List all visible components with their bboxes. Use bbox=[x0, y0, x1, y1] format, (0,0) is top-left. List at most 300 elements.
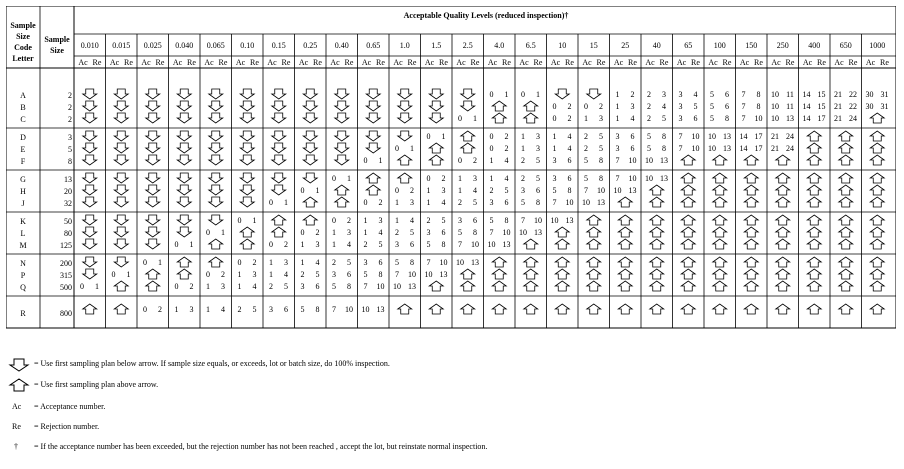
up-arrow-icon bbox=[555, 239, 569, 249]
up-arrow-icon bbox=[618, 215, 632, 225]
ac-label: Ac bbox=[739, 58, 750, 67]
re-number: 3 bbox=[662, 90, 666, 99]
ac-number: 3 bbox=[615, 132, 620, 141]
ac-number: 1 bbox=[584, 114, 588, 123]
down-arrow-icon bbox=[177, 155, 191, 165]
re-number: 31 bbox=[880, 102, 889, 111]
re-number: 5 bbox=[315, 270, 320, 279]
ac-label: Ac bbox=[424, 58, 435, 67]
up-arrow-icon bbox=[870, 185, 884, 195]
code-letter: R bbox=[20, 309, 26, 318]
aql-value: 2.5 bbox=[462, 41, 473, 50]
up-arrow-icon bbox=[681, 227, 695, 237]
down-arrow-icon bbox=[177, 197, 191, 207]
ac-number: 10 bbox=[645, 174, 653, 183]
ac-number: 3 bbox=[678, 114, 683, 123]
ac-number: 7 bbox=[489, 228, 494, 237]
ac-number: 5 bbox=[710, 114, 714, 123]
up-arrow-icon bbox=[776, 215, 790, 225]
ac-number: 0 bbox=[584, 102, 588, 111]
re-number: 5 bbox=[347, 258, 351, 267]
re-number: 3 bbox=[315, 240, 320, 249]
up-arrow-icon bbox=[524, 304, 538, 314]
down-arrow-icon bbox=[83, 215, 97, 225]
up-arrow-icon bbox=[524, 239, 538, 249]
re-label: Re bbox=[502, 58, 511, 67]
down-arrow-icon bbox=[398, 113, 412, 123]
ac-number: 0 bbox=[332, 174, 336, 183]
sample-size: 50 bbox=[64, 217, 72, 226]
re-number: 10 bbox=[471, 240, 479, 249]
down-arrow-icon bbox=[146, 215, 160, 225]
up-arrow-icon bbox=[524, 257, 538, 267]
ac-number: 2 bbox=[584, 144, 588, 153]
up-arrow-icon bbox=[650, 281, 664, 291]
up-arrow-icon bbox=[839, 155, 853, 165]
re-label: Re bbox=[439, 58, 448, 67]
re-number: 8 bbox=[315, 305, 320, 314]
aql-value: 1.0 bbox=[399, 41, 410, 50]
ac-number: 0 bbox=[174, 282, 179, 291]
re-number: 2 bbox=[441, 174, 446, 183]
up-arrow-icon bbox=[870, 155, 884, 165]
ac-label: Ac bbox=[456, 58, 466, 67]
code-letter: B bbox=[20, 103, 26, 112]
ac-number: 5 bbox=[584, 156, 588, 165]
ac-number: 3 bbox=[300, 282, 305, 291]
ac-number: 5 bbox=[426, 240, 431, 249]
ac-number: 7 bbox=[741, 90, 746, 99]
down-arrow-icon bbox=[114, 215, 128, 225]
ac-number: 7 bbox=[332, 305, 336, 314]
ac-number: 0 bbox=[300, 186, 305, 195]
re-number: 4 bbox=[410, 216, 414, 225]
ac-number: 0 bbox=[174, 240, 179, 249]
re-label: Re bbox=[533, 58, 543, 67]
re-number: 1 bbox=[378, 156, 383, 165]
ac-number: 5 bbox=[300, 305, 305, 314]
header-text: Letter bbox=[12, 54, 34, 63]
ac-number: 3 bbox=[552, 174, 557, 183]
re-number: 4 bbox=[567, 132, 572, 141]
ac-number: 1 bbox=[206, 305, 210, 314]
ac-number: 21 bbox=[771, 132, 779, 141]
ac-number: 21 bbox=[771, 144, 779, 153]
re-number: 6 bbox=[284, 305, 288, 314]
re-number: 24 bbox=[786, 132, 794, 141]
aql-value: 0.010 bbox=[80, 41, 99, 50]
ac-label: Ac bbox=[109, 58, 120, 67]
re-label: Re bbox=[155, 58, 165, 67]
up-arrow-icon bbox=[303, 197, 317, 207]
re-number: 2 bbox=[158, 305, 162, 314]
re-number: 4 bbox=[284, 270, 288, 279]
ac-number: 7 bbox=[741, 102, 746, 111]
up-arrow-icon bbox=[713, 215, 727, 225]
down-arrow-icon bbox=[303, 113, 317, 123]
code-letter: H bbox=[20, 187, 26, 196]
re-number: 6 bbox=[567, 174, 572, 183]
ac-number: 0 bbox=[395, 186, 399, 195]
down-arrow-icon bbox=[209, 131, 223, 141]
re-label: Re bbox=[313, 58, 322, 67]
down-arrow-icon bbox=[209, 173, 223, 183]
up-arrow-icon bbox=[618, 257, 632, 267]
legend-up-text: = Use first sampling plan above arrow. bbox=[34, 380, 159, 389]
legend-re-key: Re bbox=[12, 422, 21, 431]
ac-number: 14 bbox=[802, 90, 811, 99]
re-number: 4 bbox=[221, 305, 225, 314]
re-number: 10 bbox=[597, 186, 605, 195]
down-arrow-icon bbox=[335, 131, 349, 141]
re-number: 8 bbox=[599, 156, 603, 165]
aql-value: 4.0 bbox=[494, 41, 505, 50]
re-number: 10 bbox=[565, 198, 574, 207]
down-arrow-icon bbox=[83, 239, 97, 249]
down-arrow-icon bbox=[114, 185, 128, 195]
down-arrow-icon bbox=[209, 155, 223, 165]
code-letter-header bbox=[6, 20, 40, 64]
up-arrow-icon bbox=[870, 143, 884, 153]
up-arrow-icon bbox=[870, 215, 884, 225]
aql-value: 6.5 bbox=[525, 41, 536, 50]
down-arrow-icon bbox=[303, 131, 317, 141]
aql-value: 100 bbox=[713, 41, 726, 50]
ac-number: 0 bbox=[269, 240, 273, 249]
re-number: 2 bbox=[378, 198, 383, 207]
down-arrow-icon bbox=[335, 113, 349, 123]
ac-number: 14 bbox=[802, 102, 811, 111]
re-number: 10 bbox=[628, 156, 637, 165]
re-number: 3 bbox=[473, 174, 477, 183]
ac-label: Ac bbox=[172, 58, 183, 67]
up-arrow-icon bbox=[83, 304, 97, 314]
down-arrow-icon bbox=[83, 269, 97, 279]
up-arrow-icon bbox=[870, 269, 884, 279]
up-arrow-icon bbox=[618, 304, 632, 314]
re-number: 5 bbox=[599, 144, 603, 153]
re-number: 1 bbox=[158, 258, 162, 267]
ac-label: Ac bbox=[613, 58, 624, 67]
re-number: 2 bbox=[599, 102, 603, 111]
ac-number: 1 bbox=[489, 174, 494, 183]
up-arrow-icon bbox=[555, 227, 569, 237]
down-arrow-icon bbox=[272, 131, 286, 141]
down-arrow-icon bbox=[114, 89, 128, 99]
re-number: 1 bbox=[126, 270, 131, 279]
re-number: 13 bbox=[628, 186, 637, 195]
re-number: 6 bbox=[630, 144, 635, 153]
up-arrow-icon bbox=[776, 239, 790, 249]
re-number: 10 bbox=[691, 144, 700, 153]
header-text: Sample bbox=[10, 21, 36, 30]
ac-number: 14 bbox=[739, 144, 748, 153]
ac-number: 14 bbox=[802, 114, 811, 123]
up-arrow-icon bbox=[744, 197, 758, 207]
up-arrow-icon bbox=[461, 269, 475, 279]
up-arrow-icon bbox=[713, 239, 727, 249]
ac-number: 3 bbox=[615, 144, 620, 153]
re-number: 17 bbox=[817, 114, 826, 123]
ac-number: 7 bbox=[458, 240, 462, 249]
up-arrow-icon bbox=[681, 304, 695, 314]
up-arrow-icon bbox=[870, 239, 884, 249]
ac-number: 0 bbox=[489, 144, 494, 153]
down-arrow-icon bbox=[209, 197, 223, 207]
ac-number: 3 bbox=[363, 258, 368, 267]
ac-number: 21 bbox=[834, 102, 842, 111]
up-arrow-icon bbox=[492, 101, 506, 111]
aql-value: 15 bbox=[589, 41, 598, 50]
re-number: 8 bbox=[662, 144, 666, 153]
ac-number: 3 bbox=[552, 156, 557, 165]
up-arrow-icon bbox=[114, 304, 128, 314]
re-number: 8 bbox=[662, 132, 666, 141]
down-arrow-icon bbox=[240, 155, 254, 165]
re-number: 3 bbox=[252, 270, 257, 279]
sample-size: 13 bbox=[64, 175, 72, 184]
ac-number: 1 bbox=[332, 228, 336, 237]
ac-number: 1 bbox=[395, 198, 399, 207]
up-arrow-icon bbox=[744, 227, 758, 237]
ac-number: 1 bbox=[615, 90, 620, 99]
up-arrow-icon bbox=[713, 173, 727, 183]
ac-number: 1 bbox=[615, 102, 620, 111]
down-arrow-icon bbox=[272, 143, 286, 153]
aql-value: 650 bbox=[839, 41, 852, 50]
re-label: Re bbox=[376, 58, 385, 67]
up-arrow-icon bbox=[744, 304, 758, 314]
up-arrow-icon bbox=[839, 304, 853, 314]
ac-number: 2 bbox=[521, 174, 525, 183]
re-number: 6 bbox=[410, 240, 414, 249]
up-arrow-icon bbox=[839, 257, 853, 267]
up-arrow-icon bbox=[650, 239, 664, 249]
ac-number: 10 bbox=[771, 90, 779, 99]
re-number: 4 bbox=[630, 114, 635, 123]
legend-ac-key: Ac bbox=[12, 402, 22, 411]
up-arrow-icon bbox=[177, 269, 191, 279]
re-number: 6 bbox=[725, 90, 729, 99]
re-number: 3 bbox=[536, 144, 540, 153]
header-text: Code bbox=[14, 43, 32, 52]
up-arrow-icon bbox=[713, 155, 727, 165]
ac-label: Ac bbox=[771, 58, 781, 67]
ac-number: 0 bbox=[80, 282, 84, 291]
re-number: 6 bbox=[693, 114, 698, 123]
code-letter: L bbox=[20, 229, 26, 238]
ac-number: 0 bbox=[237, 258, 242, 267]
re-number: 1 bbox=[441, 132, 446, 141]
re-number: 6 bbox=[630, 132, 635, 141]
down-arrow-icon bbox=[398, 131, 412, 141]
re-number: 8 bbox=[725, 114, 729, 123]
up-arrow-icon bbox=[713, 197, 727, 207]
down-arrow-icon bbox=[114, 227, 128, 237]
re-number: 13 bbox=[723, 144, 731, 153]
down-arrow-icon bbox=[177, 113, 191, 123]
ac-number: 3 bbox=[395, 240, 399, 249]
re-number: 15 bbox=[817, 90, 826, 99]
re-number: 1 bbox=[221, 228, 225, 237]
up-arrow-icon bbox=[555, 281, 569, 291]
ac-number: 1 bbox=[269, 258, 273, 267]
sample-size: 2 bbox=[68, 103, 72, 112]
ac-label: Ac bbox=[802, 58, 813, 67]
down-arrow-icon bbox=[177, 143, 191, 153]
up-arrow-icon bbox=[429, 281, 443, 291]
up-arrow-icon bbox=[807, 131, 821, 141]
legend-down-text: = Use first sampling plan below arrow. If sample size equals, or exceeds, lot or batch size, do 100% inspection. bbox=[34, 359, 390, 368]
code-letter: A bbox=[20, 91, 26, 100]
down-arrow-icon bbox=[83, 173, 97, 183]
down-arrow-icon bbox=[398, 101, 412, 111]
re-number: 6 bbox=[504, 198, 509, 207]
sample-size: 500 bbox=[60, 283, 72, 292]
re-number: 22 bbox=[849, 90, 857, 99]
re-number: 5 bbox=[473, 198, 477, 207]
sample-size: 32 bbox=[64, 199, 72, 208]
re-number: 2 bbox=[630, 90, 635, 99]
up-arrow-icon bbox=[681, 155, 695, 165]
re-number: 8 bbox=[473, 228, 477, 237]
code-letter: P bbox=[20, 271, 26, 280]
aql-value: 0.25 bbox=[303, 41, 318, 50]
up-arrow-icon bbox=[713, 269, 727, 279]
re-label: Re bbox=[250, 58, 259, 67]
up-arrow-icon bbox=[776, 269, 790, 279]
code-letter: J bbox=[21, 199, 25, 208]
re-number: 6 bbox=[315, 282, 320, 291]
ac-number: 2 bbox=[647, 102, 651, 111]
up-arrow-icon bbox=[335, 197, 349, 207]
up-arrow-icon bbox=[870, 113, 884, 123]
ac-number: 10 bbox=[771, 102, 779, 111]
down-arrow-icon bbox=[146, 155, 160, 165]
ac-number: 0 bbox=[237, 216, 242, 225]
up-arrow-icon bbox=[555, 257, 569, 267]
up-arrow-icon bbox=[272, 227, 286, 237]
down-arrow-icon bbox=[209, 101, 223, 111]
down-arrow-icon bbox=[240, 185, 254, 195]
ac-label: Ac bbox=[267, 58, 277, 67]
re-label: Re bbox=[218, 58, 228, 67]
aql-value: 0.025 bbox=[143, 41, 162, 50]
re-number: 2 bbox=[315, 228, 320, 237]
code-letter: E bbox=[20, 145, 26, 154]
ac-number: 0 bbox=[426, 132, 431, 141]
re-number: 3 bbox=[347, 228, 351, 237]
re-number: 5 bbox=[378, 240, 383, 249]
ac-label: Ac bbox=[487, 58, 498, 67]
re-number: 11 bbox=[786, 102, 794, 111]
re-number: 13 bbox=[660, 156, 668, 165]
down-arrow-icon bbox=[398, 89, 412, 99]
down-arrow-icon bbox=[83, 143, 97, 153]
re-number: 1 bbox=[284, 198, 288, 207]
re-number: 8 bbox=[347, 282, 351, 291]
re-number: 13 bbox=[534, 228, 542, 237]
ac-label: Ac bbox=[582, 58, 592, 67]
ac-number: 10 bbox=[582, 198, 590, 207]
ac-number: 2 bbox=[300, 270, 305, 279]
ac-label: Ac bbox=[519, 58, 529, 67]
down-arrow-icon bbox=[335, 155, 349, 165]
legend-ac-text: = Acceptance number. bbox=[34, 402, 106, 411]
down-arrow-icon bbox=[209, 113, 223, 123]
up-arrow-icon bbox=[839, 239, 853, 249]
ac-number: 1 bbox=[426, 198, 431, 207]
down-arrow-icon bbox=[240, 131, 254, 141]
up-arrow-icon bbox=[870, 304, 884, 314]
re-label: Re bbox=[785, 58, 795, 67]
re-number: 13 bbox=[565, 216, 574, 225]
up-arrow-icon bbox=[461, 131, 475, 141]
ac-number: 1 bbox=[206, 282, 210, 291]
up-arrow-icon bbox=[839, 197, 853, 207]
ac-number: 10 bbox=[487, 240, 496, 249]
up-arrow-icon bbox=[650, 215, 664, 225]
up-arrow-icon bbox=[650, 304, 664, 314]
aql-value: 1000 bbox=[869, 41, 886, 50]
ac-number: 5 bbox=[521, 198, 525, 207]
down-arrow-icon bbox=[177, 89, 191, 99]
ac-number: 2 bbox=[332, 258, 336, 267]
up-arrow-icon bbox=[303, 215, 317, 225]
up-arrow-icon bbox=[776, 197, 790, 207]
ac-number: 2 bbox=[647, 114, 651, 123]
up-arrow-icon bbox=[713, 304, 727, 314]
re-number: 11 bbox=[786, 90, 794, 99]
up-arrow-icon bbox=[681, 185, 695, 195]
re-number: 2 bbox=[284, 240, 288, 249]
re-label: Re bbox=[92, 58, 102, 67]
re-number: 4 bbox=[347, 240, 351, 249]
up-arrow-icon bbox=[713, 281, 727, 291]
down-arrow-icon bbox=[146, 113, 160, 123]
up-arrow-icon bbox=[240, 239, 254, 249]
sample-size: 800 bbox=[60, 309, 72, 318]
re-number: 2 bbox=[504, 132, 509, 141]
code-letter: Q bbox=[20, 283, 26, 292]
re-number: 4 bbox=[315, 258, 320, 267]
ac-number: 0 bbox=[206, 228, 210, 237]
down-arrow-icon bbox=[366, 89, 380, 99]
re-number: 10 bbox=[376, 282, 385, 291]
down-arrow-icon bbox=[83, 155, 97, 165]
aql-value: 0.10 bbox=[240, 41, 255, 50]
re-number: 10 bbox=[754, 114, 763, 123]
ac-number: 10 bbox=[393, 282, 401, 291]
re-number: 2 bbox=[504, 144, 509, 153]
sample-size: 315 bbox=[60, 271, 72, 280]
down-arrow-icon bbox=[83, 113, 97, 123]
up-arrow-icon bbox=[807, 239, 821, 249]
ac-number: 7 bbox=[678, 132, 683, 141]
sample-size-header bbox=[40, 34, 74, 56]
ac-number: 30 bbox=[865, 90, 874, 99]
up-arrow-icon bbox=[429, 155, 443, 165]
ac-number: 5 bbox=[552, 186, 557, 195]
ac-number: 10 bbox=[645, 156, 653, 165]
up-arrow-icon bbox=[650, 185, 664, 195]
up-arrow-icon bbox=[681, 269, 695, 279]
ac-number: 5 bbox=[710, 90, 714, 99]
ac-number: 0 bbox=[143, 305, 147, 314]
down-arrow-icon bbox=[114, 197, 128, 207]
up-arrow-icon bbox=[461, 281, 475, 291]
re-number: 1 bbox=[536, 90, 540, 99]
